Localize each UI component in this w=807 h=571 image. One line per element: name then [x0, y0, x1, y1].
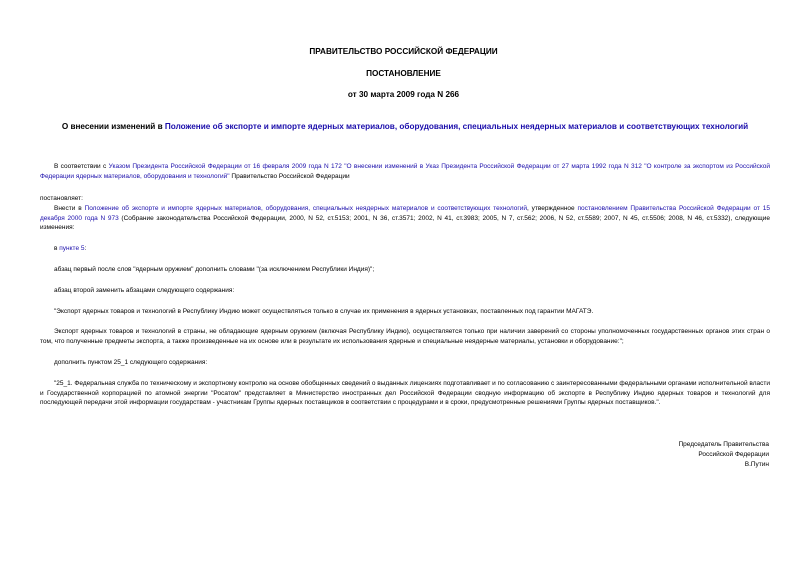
paragraph-amendments [40, 204, 770, 233]
paragraph-item5 [40, 244, 770, 254]
p2-text-2: : [84, 245, 87, 252]
preamble-paragraph [40, 162, 770, 181]
p2-text-1: в [54, 245, 60, 252]
government-heading: ПРАВИТЕЛЬСТВО РОССИЙСКОЙ ФЕДЕРАЦИИ [309, 47, 498, 56]
decree-link[interactable]: Указом Президента Российской Федерации от 16 февраля 2009 года N 172 "О внесении изменений в Указ Президента Российской Федерации от 27 марта 1992 года N 312 "О контроле за экспортом из Российской Федерации ядерных материалов, оборудования и технологий" [40, 163, 771, 180]
document-title [60, 121, 750, 132]
signature-position: Председатель Правительства [678, 441, 769, 448]
resolves-text: постановляет: [40, 195, 83, 202]
item5-link[interactable]: пункте 5 [59, 245, 85, 252]
preamble-text-1: В соответствии с [54, 163, 109, 170]
paragraph-first-abzac: абзац первый после слов "ядерным оружием" дополнить словами "(за исключением Республики Индия)"; [54, 266, 375, 273]
p1-text-1: Внести в [54, 205, 85, 212]
paragraph-india-export: "Экспорт ядерных товаров и технологий в Республику Индию может осуществляться только в случае их применения в ядерных установках, поставленных под гарантии МАГАТЭ. [54, 308, 594, 315]
preamble-text-2: Правительство Российской Федерации [229, 172, 350, 180]
document-type-heading: ПОСТАНОВЛЕНИЕ [366, 69, 441, 78]
resolution-link[interactable]: постановлением Правительства Российской Федерации от 15 декабря 2000 года N 973 [40, 205, 770, 222]
paragraph-add-item: дополнить пунктом 25_1 следующего содержания: [54, 359, 208, 366]
p1-text-2: , утвержденное [527, 205, 578, 212]
paragraph-non-nuclear-states: Экспорт ядерных товаров и технологий в страны, не обладающие ядерным оружием (включая Республику Индию), осуществляется только при наличии заверений со стороны уполномоченных государственных органов этих стран о том, что полученные предметы экспорта, а также произведенные на их основе или в результате их использования ядерные и специальные неядерные материалы, установки и оборудование:"; [40, 328, 770, 345]
signature-name: В.Путин [744, 461, 769, 468]
paragraph-item25-1: "25_1. Федеральная служба по техническому и экспортному контролю на основе обобщенных сведений о выданных лицензиях подготавливает и по согласованию с заинтересованными федеральными органами исполнительной власти и Государственной корпорацией по атомной энергии "Росатом" представляет в Министерство иностранных дел Российской Федерации сводную информацию об экспорте в Республику Индию ядерных товаров и технологий для последующей передачи этой информации государствам - участникам Группы ядерных поставщиков в соответствии с процедурами и в сроки, предусмотренные решениями Группы ядерных поставщиков.". [40, 380, 770, 407]
title-link[interactable]: Положение об экспорте и импорте ядерных материалов, оборудования, специальных неядерных материалов и соответствующих технологий [164, 122, 749, 131]
date-number-heading: от 30 марта 2009 года N 266 [347, 90, 460, 99]
paragraph-second-abzac: абзац второй заменить абзацами следующего содержания: [54, 287, 235, 294]
regulation-link[interactable]: Положение об экспорте и импорте ядерных материалов, оборудования, специальных неядерных материалов и соответствующих технологий [84, 205, 527, 212]
p1-text-3: (Собрание законодательства Российской Федерации, 2000, N 52, ст.5153; 2001, N 36, ст.3571; 2002, N 41, ст.3983; 2005, N 7, ст.562; 2006, N 52, ст.5589; 2007, N 45, ст.5506; 2008, N 46, ст.5332), следующие изменения: [40, 214, 770, 232]
signature-country: Российской Федерации [698, 451, 769, 458]
title-prefix: О внесении изменений в [61, 122, 165, 131]
signature-block [569, 440, 769, 470]
